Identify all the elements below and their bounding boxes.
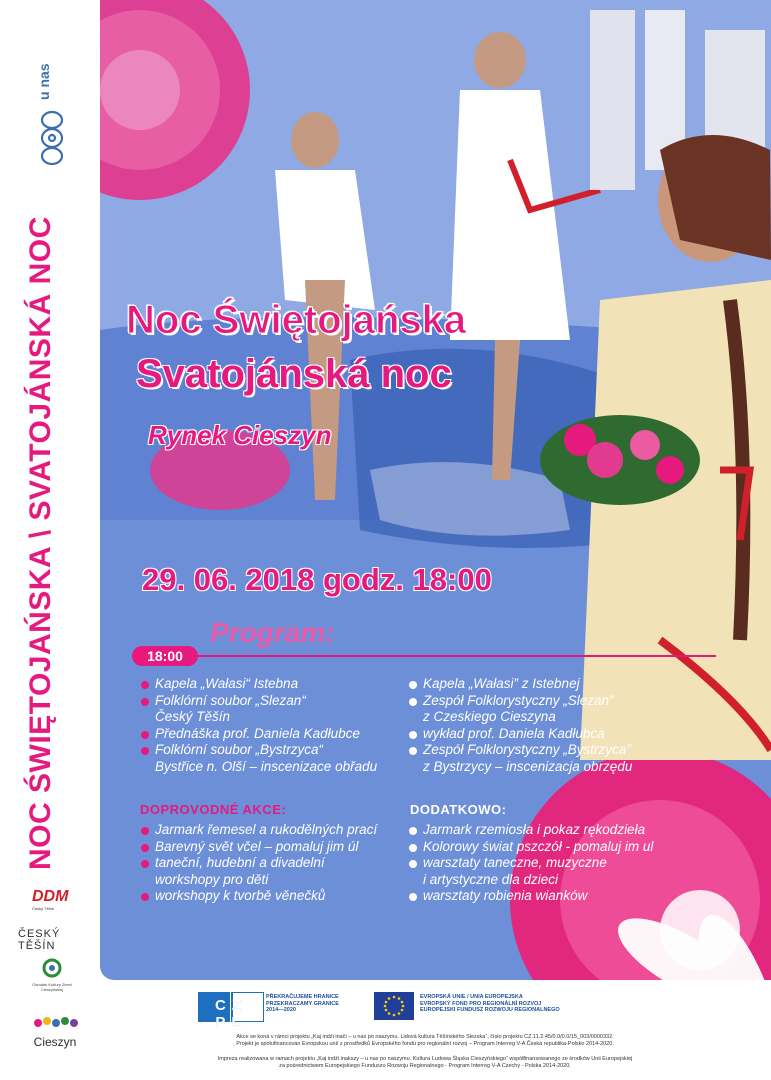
list-item: Zespół Folklorystyczny „Slezan” (408, 693, 632, 710)
cieszyn-logo (30, 1015, 80, 1049)
list-item: warsztaty robienia wianków (408, 888, 653, 905)
fine-print-czech (120, 1034, 730, 1048)
project-logo (30, 40, 70, 170)
okzc-logo-text: Ośrodek Kultury Ziemi Cieszyńskiej (32, 982, 72, 992)
title-czech: Svatojánská noc (136, 352, 452, 396)
fine-print-line: Akce se koná v rámci projektu „Kaj indźi inači – u nas po naszymu. Lidová kultura Těšínského Slezska“, číslo projektu CZ.11.2.45/0.0/0.0/15_003/0000332. (236, 1034, 614, 1040)
list-item: Jarmark rzemiosła i pokaz rękodzieła (408, 822, 653, 839)
fine-print-polish (120, 1056, 730, 1070)
list-item: workshopy k tvorbě věnečků (140, 888, 377, 905)
knot-logo-icon (32, 108, 72, 168)
list-item: Barevný svět včel – pomaluj jim úl (140, 839, 377, 856)
program-list-czech (140, 676, 377, 775)
interreg-text (266, 994, 339, 1014)
sidebar (0, 0, 100, 1080)
list-item: warsztaty taneczne, muzyczne (408, 855, 653, 872)
ddm-logo-sub: Český Těšín (32, 906, 55, 911)
list-item-continuation: z Bystrzycy – inscenizacja obrzędu (423, 758, 633, 774)
fine-print-line: za pośrednictwem Europejskiego Funduszu Rozwoju Regionalnego - Program Interreg V-A Czechy - Polska 2014-2020. (279, 1063, 571, 1069)
flower-bouquet (540, 415, 700, 505)
eu-flag (374, 992, 414, 1020)
okzc-logo (30, 958, 74, 992)
list-item-continuation: Český Těšín (155, 709, 231, 724)
vertical-title: NOC ŚWIĘTOJAŃSKA \ SVATOJÁNSKÁ NOC (24, 216, 57, 870)
title-polish: Noc Świętojańska (126, 298, 467, 342)
okzc-emblem-icon (30, 958, 74, 978)
program-time-badge: 18:00 (132, 646, 198, 666)
footer (100, 980, 771, 1080)
list-item-continuation: z Czeskiego Cieszyna (423, 709, 556, 724)
list-item: taneční, hudební a divadelní (140, 855, 377, 872)
eu-text (420, 994, 560, 1014)
eu-stars-icon (374, 992, 414, 1020)
list-item-continuation: i artystyczne dla dzieci (423, 871, 559, 887)
list-item: Folklórní soubor „Slezan“ (140, 693, 377, 710)
cesky-tesin-logo: ČESKÝ TĚŠÍN (18, 928, 61, 952)
event-date-time: 29. 06. 2018 godz. 18:00 (142, 562, 492, 597)
list-item: Kapela „Wałasi” z Istebnej (408, 676, 632, 693)
list-item-continuation: workshopy pro děti (155, 871, 269, 887)
fine-print-line: Projekt je spolufinancován Evropskou unií z prostředků Evropského fondu pro regionální rozvoj – Program Interreg V-A Česká republika-Polsko 2014-2020. (236, 1041, 614, 1047)
list-item: Zespół Folklorystyczny „Bystrzyca” (408, 742, 632, 759)
extras-list-czech (140, 822, 377, 905)
list-item: Kapela „Wałasi“ Istebna (140, 676, 377, 693)
extras-heading-czech: DOPROVODNÉ AKCE: (140, 802, 287, 817)
list-item-continuation: Bystřice n. Olší – inscenizace obřadu (155, 758, 378, 774)
czpl-line: PŘEKRAČUJEME HRANICE (266, 994, 339, 1000)
eu-line: EVROPSKÝ FOND PRO REGIONÁLNÍ ROZVOJ (420, 1000, 542, 1007)
cieszyn-dots-icon (30, 1015, 80, 1031)
program-divider (196, 655, 716, 657)
eu-line: EUROPEJSKI FUNDUSZ ROZWOJU REGIONALNEGO (420, 1007, 560, 1013)
program-heading: Program: (210, 617, 335, 648)
list-item: wykład prof. Daniela Kadłubca (408, 726, 632, 743)
logo-label: u nas (36, 63, 52, 100)
program-list-polish (408, 676, 632, 775)
venue-subtitle: Rynek Cieszyn (148, 420, 332, 450)
interreg-czpl-logo (198, 992, 264, 1031)
list-item: Kolorowy świat pszczół - pomaluj im ul (408, 839, 653, 856)
ddm-logo (32, 888, 76, 912)
list-item: Folklórní soubor „Bystrzyca“ (140, 742, 377, 759)
extras-list-polish (408, 822, 653, 905)
list-item: Jarmark řemesel a rukodělných prací (140, 822, 377, 839)
list-item: Přednáška prof. Daniela Kadłubce (140, 726, 377, 743)
cieszyn-logo-text: Cieszyn (33, 1035, 77, 1049)
czpl-line: 2014—2020 (266, 1007, 296, 1013)
extras-heading-polish: DODATKOWO: (410, 802, 507, 817)
czpl-logo-text: CZ PL (215, 997, 247, 1031)
czpl-line: PRZEKRACZAMY GRANICE (266, 1000, 339, 1007)
main-artwork (100, 0, 771, 980)
ddm-logo-text: DDM (32, 888, 69, 905)
fine-print-line: Impreza realizowana w ramach projektu „Kaj indźi inakszy – u nas po naszymu. Kultura Ludowa Śląska Cieszyńskiego” współfinansowanego ze środków Unii Europejskiej (217, 1056, 633, 1062)
eu-line: EVROPSKÁ UNIE / UNIA EUROPEJSKA (420, 994, 523, 1000)
